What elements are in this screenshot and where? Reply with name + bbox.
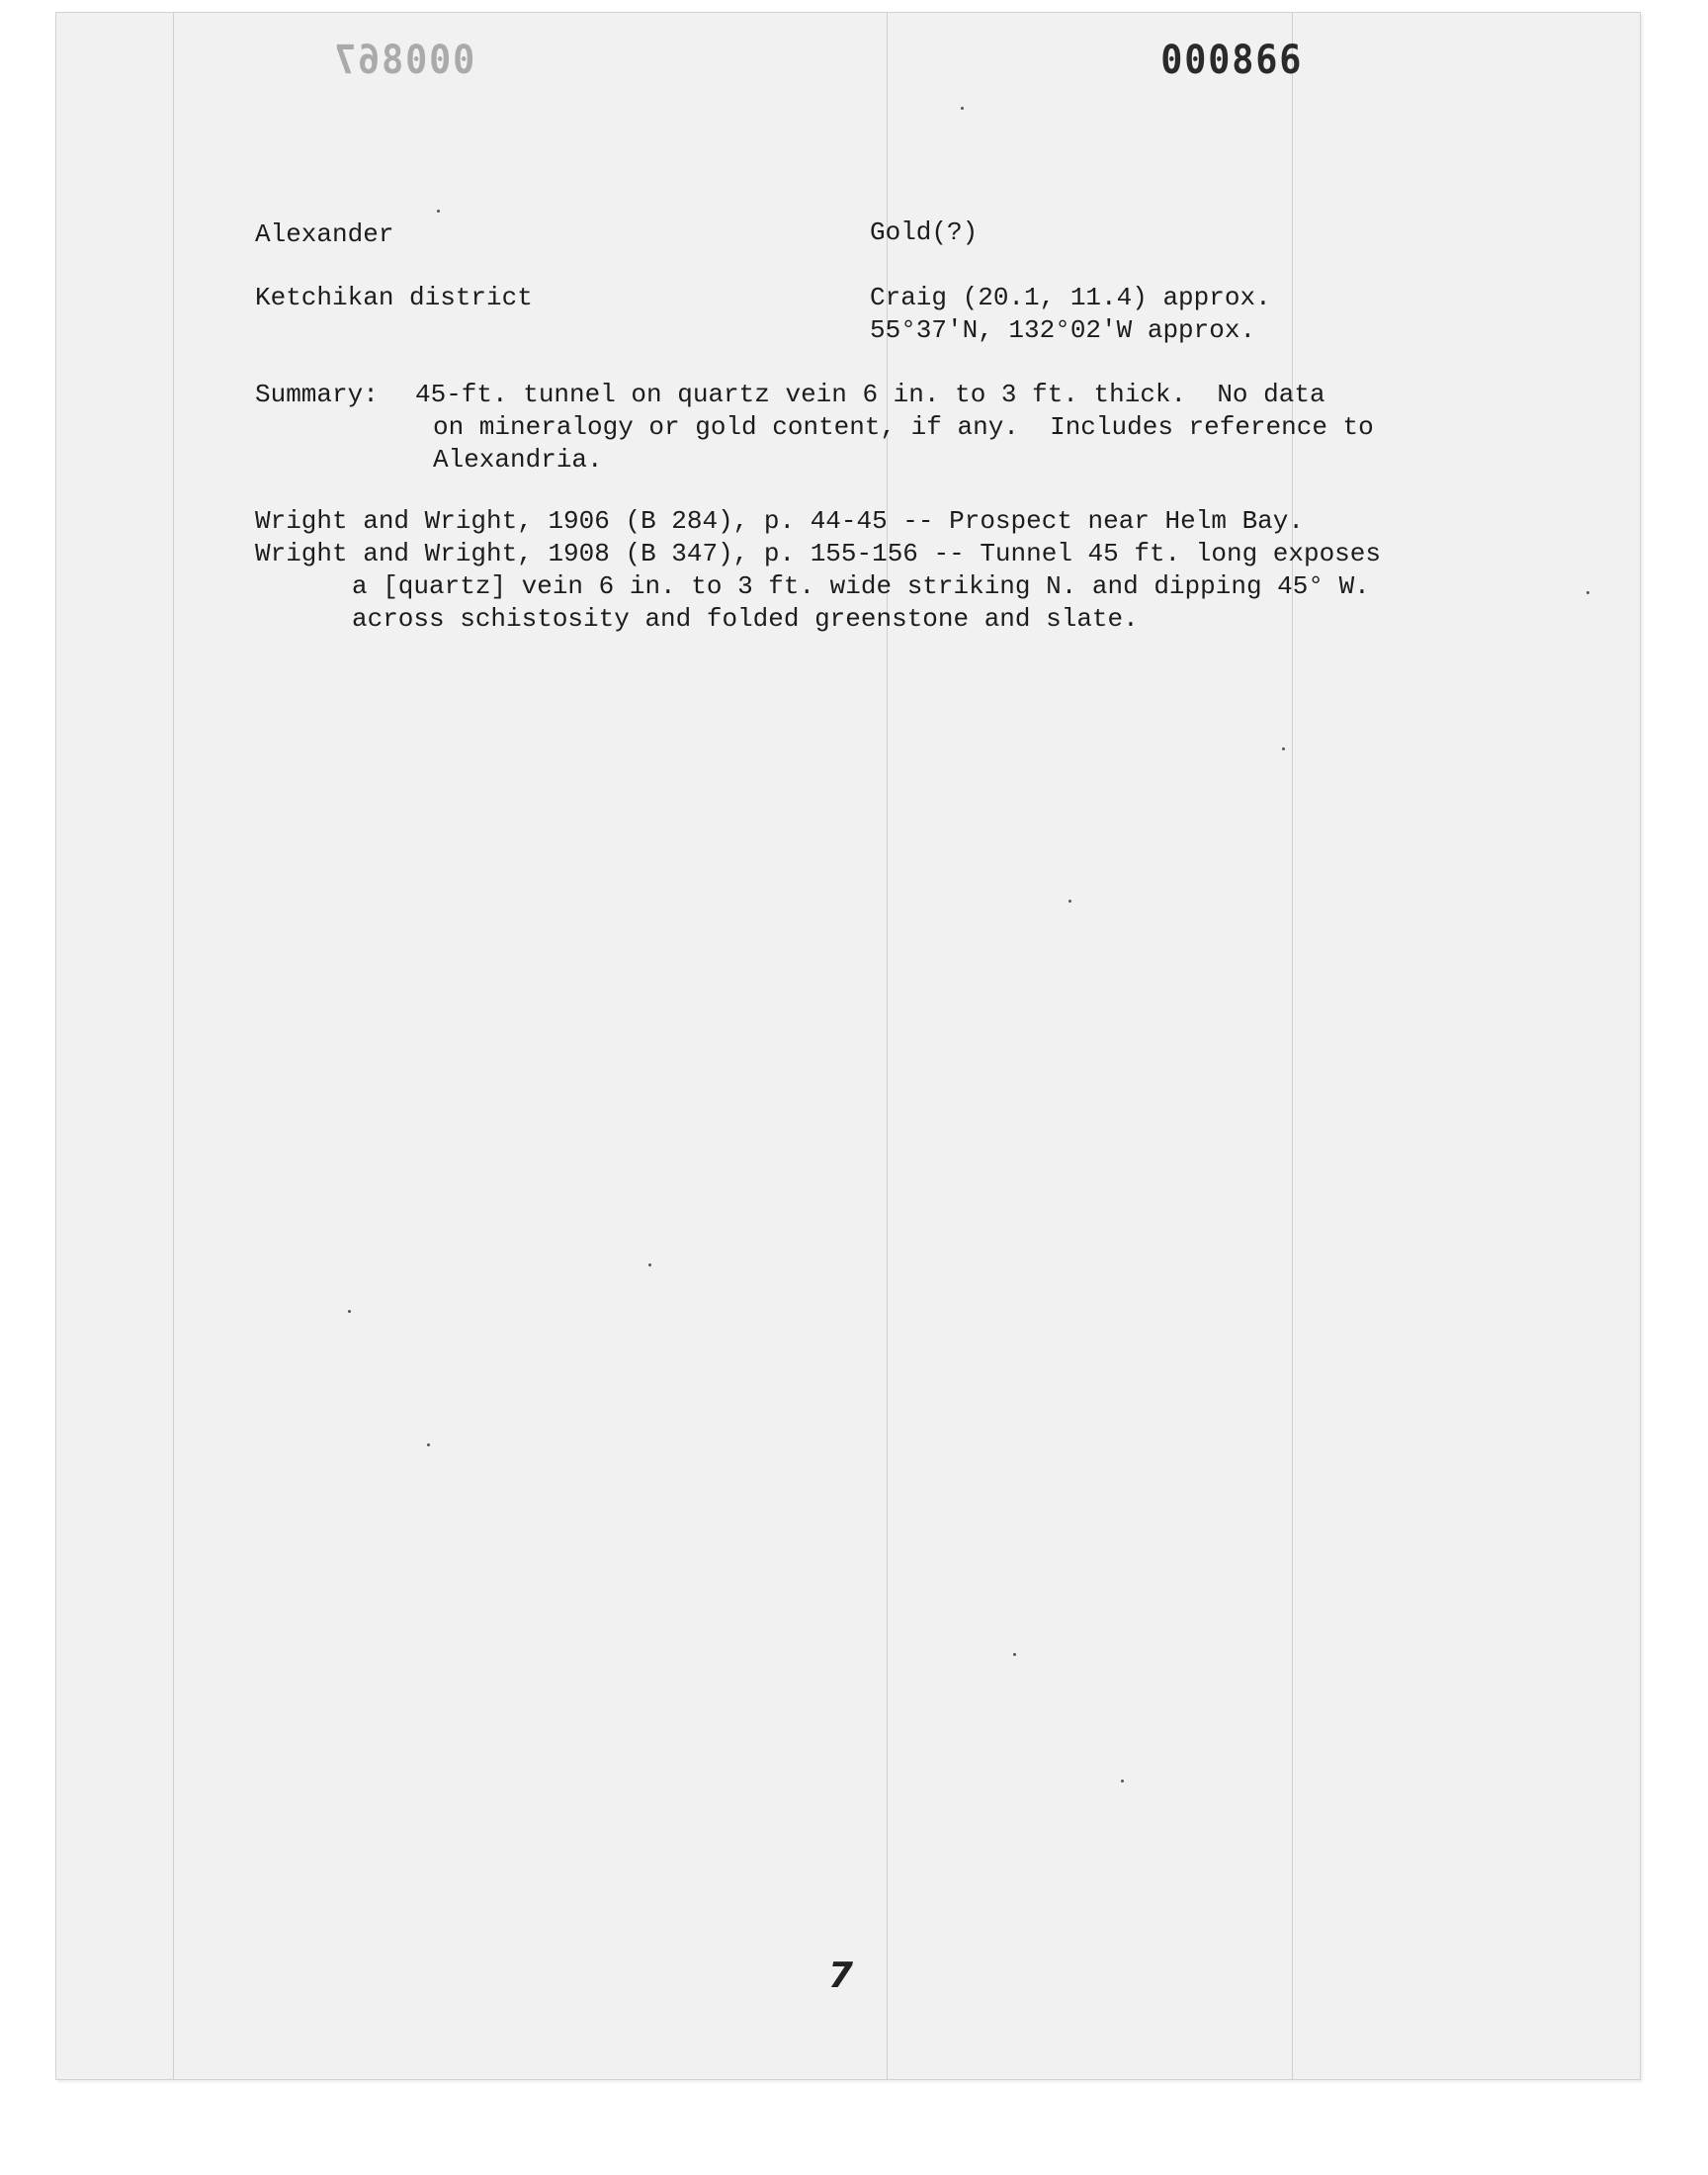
document-page (55, 12, 1641, 2080)
reference-entry: Wright and Wright, 1908 (B 347), p. 155-156 -- Tunnel 45 ft. long exposes (255, 539, 1381, 568)
scan-speck (961, 107, 964, 110)
summary-line: on mineralogy or gold content, if any. Includes reference to (433, 412, 1374, 442)
scan-speck (348, 1310, 351, 1313)
commodity: Gold(?) (870, 218, 979, 247)
scan-speck (427, 1443, 430, 1446)
scan-speck (1586, 591, 1589, 594)
property-name: Alexander (255, 219, 394, 249)
scan-speck (1121, 1780, 1124, 1783)
summary-line: 45-ft. tunnel on quartz vein 6 in. to 3 ft. thick. No data (415, 380, 1325, 409)
scan-speck (648, 1263, 651, 1266)
coordinates: 55°37'N, 132°02'W approx. (870, 315, 1256, 345)
scan-speck (1013, 1653, 1016, 1656)
quadrangle: Craig (20.1, 11.4) approx. (870, 283, 1271, 312)
summary-label: Summary: (255, 380, 379, 409)
scan-speck (1068, 900, 1071, 903)
document-number-stamp: 000866 (1160, 38, 1304, 83)
page-number: 7 (828, 1956, 854, 1996)
summary-line: Alexandria. (433, 445, 603, 475)
scan-speck (437, 210, 440, 213)
scan-fold-line (173, 13, 174, 2079)
reference-continuation: across schistosity and folded greenstone and slate. (352, 604, 1139, 634)
scan-speck (1282, 747, 1285, 750)
bleed-through-stamp: 000867 (332, 38, 475, 83)
district: Ketchikan district (255, 283, 533, 312)
reference-entry: Wright and Wright, 1906 (B 284), p. 44-45 -- Prospect near Helm Bay. (255, 506, 1304, 536)
reference-continuation: a [quartz] vein 6 in. to 3 ft. wide striking N. and dipping 45° W. (352, 571, 1370, 601)
scan-fold-line (1292, 13, 1293, 2079)
